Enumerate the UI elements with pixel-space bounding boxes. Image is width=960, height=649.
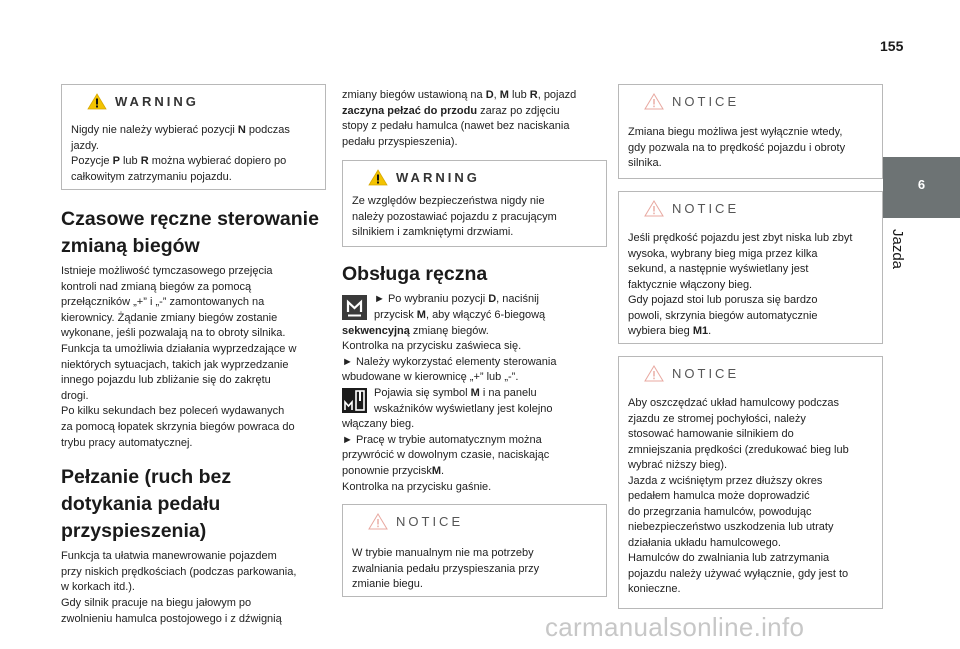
warning-box bbox=[61, 84, 326, 190]
notice-header bbox=[628, 357, 874, 388]
warning-box-2 bbox=[342, 160, 607, 247]
column-2 bbox=[342, 88, 607, 607]
notice-box-2 bbox=[618, 191, 883, 344]
notice-title: NOTICE bbox=[672, 366, 740, 381]
notice-text: W trybie manualnym nie ma potrzeby zwalniania pedału przyspieszania przy zmianie biegu. bbox=[352, 547, 540, 591]
section-heading-manual: Obsługa ręczna bbox=[342, 263, 488, 286]
section-heading-temporary-manual: Czasowe ręczne sterowanie zmianą biegów bbox=[61, 208, 319, 257]
notice-triangle-icon bbox=[368, 513, 388, 530]
notice-title: NOTICE bbox=[672, 94, 740, 109]
column-1 bbox=[61, 84, 326, 627]
manual-mode-button-icon bbox=[342, 295, 367, 320]
warning-title: WARNING bbox=[115, 94, 199, 109]
warning-header bbox=[71, 85, 317, 116]
notice-title: NOTICE bbox=[672, 201, 740, 216]
gear-indicator-m-icon bbox=[342, 388, 367, 413]
watermark: carmanualsonline.info bbox=[545, 612, 805, 642]
notice-triangle-icon bbox=[644, 93, 664, 110]
page-number: 155 bbox=[880, 38, 904, 54]
notice-text: Zmiana biegu możliwa jest wyłącznie wtedy, gdy pozwala na to prędkość pojazdu i obroty silnika. bbox=[628, 126, 846, 169]
notice-header bbox=[628, 85, 874, 116]
notice-box-1 bbox=[618, 84, 883, 179]
notice-triangle-icon bbox=[644, 365, 664, 382]
column-3 bbox=[618, 84, 883, 619]
warning-text: Ze względów bezpieczeństwa nigdy nie należy pozostawiać pojazdu z pracującym silnikiem i zamkniętymi drzwiami. bbox=[352, 195, 557, 239]
notice-title: NOTICE bbox=[396, 514, 464, 530]
manual-mode-text: ► Po wybraniu pozycji D, naciśnij przycisk M, aby włączyć 6-biegową sekwencyjną zmianę biegów. Kontrolka na przycisku zaświeca się. ► Należy wykorzystać elementy sterowania wbudowane w kierownicę „+” lub „-”. Pojawia się symbol M i na panelu wskaźników wyświetlany jest kolejno włączany bieg. ► Pracę w trybie automatycznym można przywrócić w dowolnym czasie, naciskając ponownie przyciskM. Kontrolka na przycisku gaśnie. bbox=[342, 293, 557, 493]
chapter-label: Jazda bbox=[889, 229, 906, 270]
warning-triangle-icon bbox=[87, 93, 107, 110]
creep-text: Funkcja ta ułatwia manewrowanie pojazdem przy niskich prędkościach (podczas parkowania, w korkach itd.). Gdy silnik pracuje na biegu jałowym po zwolnieniu hamulca postojowego i z dźwignią bbox=[61, 550, 297, 625]
notice-text: Jeśli prędkość pojazdu jest zbyt niska lub zbyt wysoka, wybrany bieg miga przez kilka sekund, a następnie wyświetlany jest faktycznie włączony bieg. Gdy pojazd stoi lub porusza się bardzo powoli, skrzynia biegów automatycznie wybiera bieg M1. bbox=[628, 232, 853, 337]
warning-triangle-icon bbox=[368, 169, 388, 186]
section-heading-creep: Pełzanie (ruch bez dotykania pedału przyspieszenia) bbox=[61, 466, 232, 543]
notice-box-3 bbox=[618, 356, 883, 609]
chapter-tab[interactable] bbox=[883, 157, 960, 218]
notice-header bbox=[628, 192, 874, 223]
notice-triangle-icon bbox=[644, 200, 664, 217]
chapter-label-wrap bbox=[890, 229, 910, 289]
notice-text: Aby oszczędzać układ hamulcowy podczas zjazdu ze stromej pochyłości, należy stosować hamowanie silnikiem do zmniejszania prędkości (zredukować bieg lub wybrać niższy bieg). Jazda z wciśniętym przez dłuższy okres pedałem hamulca może doprowadzić do przegrzania hamulców, powodując niebezpieczeństwo uszkodzenia lub utraty działania układu hamulcowego. Hamulców do zwalniania lub zatrzymania pojazdu należy używać wyłącznie, gdy jest to konieczne. bbox=[628, 397, 849, 595]
notice-box bbox=[342, 504, 607, 597]
creep-continued-text: zmiany biegów ustawioną na D, M lub R, pojazd zaczyna pełzać do przodu zaraz po zdjęciu stopy z pedału hamulca (nawet bez naciskania pedału przyspieszenia). bbox=[342, 89, 577, 148]
notice-header bbox=[352, 505, 598, 536]
warning-text: Nigdy nie należy wybierać pozycji N podczas jazdy. Pozycje P lub R można wybierać dopiero po całkowitym zatrzymaniu pojazdu. bbox=[71, 124, 290, 183]
temporary-manual-text: Istnieje możliwość tymczasowego przejęcia kontroli nad zmianą biegów za pomocą przełączników „+” i „-” zamontowanych na kierownicy. Żądanie zmiany biegów zostanie wykonane, jeśli pozwalają na to obroty silnika. Funkcja ta umożliwia działania wyprzedzające w niektórych sytuacjach, takich jak wyprzedzanie innego pojazdu lub zbliżanie się do zakrętu drogi. Po kilku sekundach bez poleceń wydawanych za pomocą łopatek skrzynia biegów powraca do trybu pracy automatycznej. bbox=[61, 265, 297, 449]
chapter-number: 6 bbox=[917, 177, 926, 192]
warning-header-2 bbox=[352, 161, 598, 192]
warning-title: WARNING bbox=[396, 170, 480, 186]
